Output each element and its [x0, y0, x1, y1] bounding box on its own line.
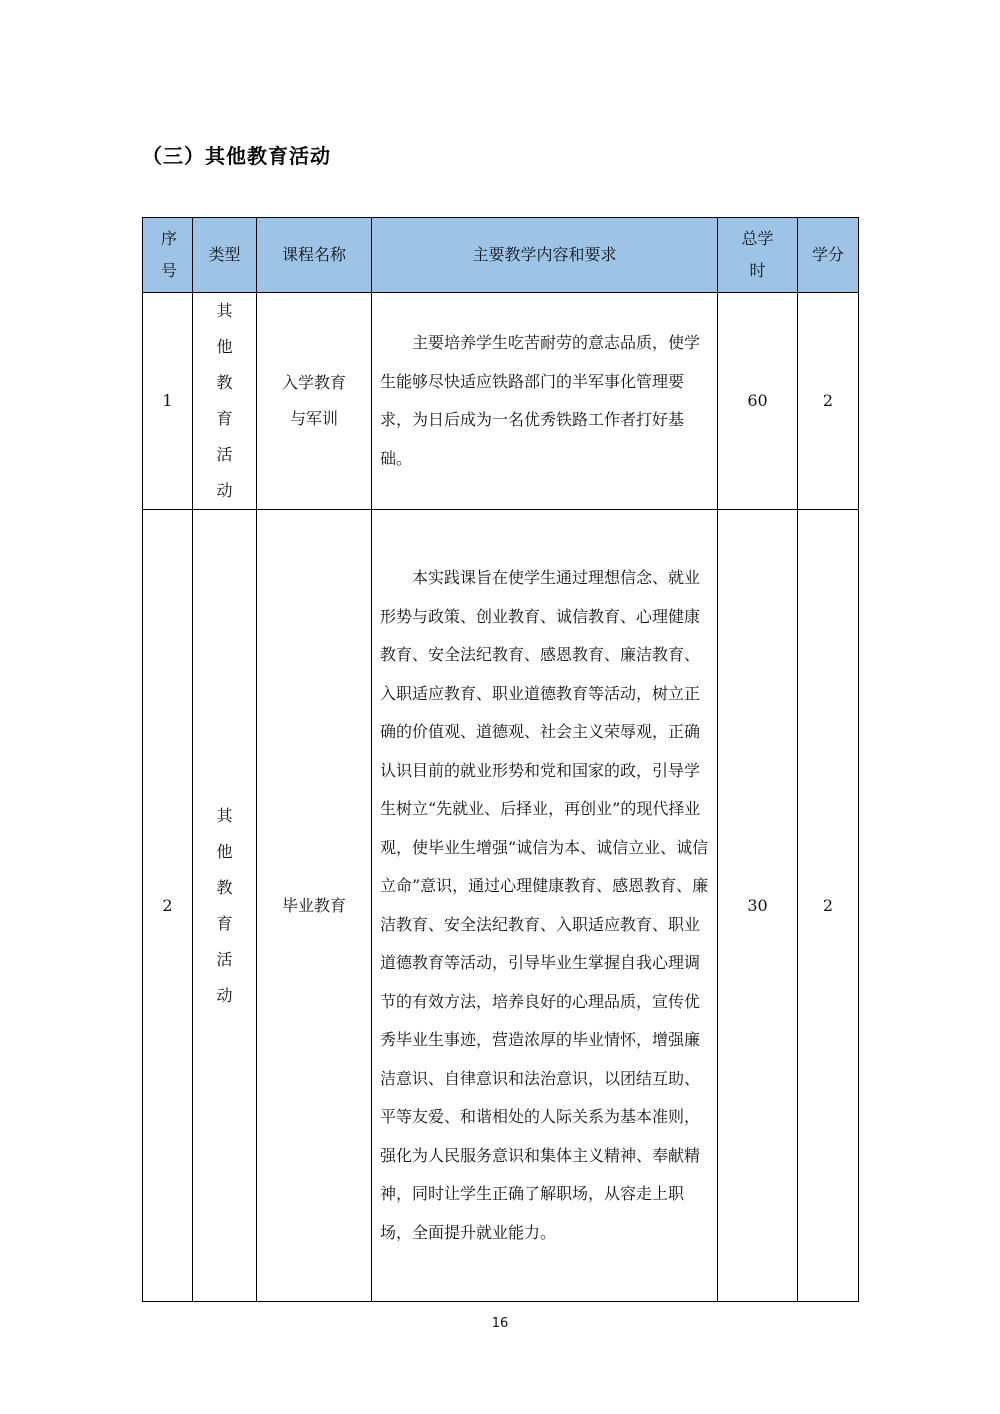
header-credits: 学分 — [798, 218, 859, 293]
row-no: 2 — [143, 510, 193, 1302]
header-content: 主要教学内容和要求 — [372, 218, 718, 293]
row-credits: 2 — [798, 510, 859, 1302]
page-number: 16 — [491, 1316, 509, 1331]
row-hours: 60 — [718, 293, 798, 510]
row-content — [372, 293, 718, 510]
row-credits: 2 — [798, 293, 859, 510]
header-no: 序号 — [143, 218, 193, 293]
row-content-text: 本实践课旨在使学生通过理想信念、就业形势与政策、创业教育、诚信教育、心理健康教育、安全法纪教育、感恩教育、廉洁教育、入职适应教育、职业道德教育等活动，树立正确的价值观、道德观、社会主义荣辱观，正确认识目前的就业形势和党和国家的政，引导学生树立“先就业、后择业，再创业”的现代择业观，使毕业生增强“诚信为本、诚信立业、诚信立命”意识，通过心理健康教育、感恩教育、廉洁教育、安全法纪教育、入职适应教育、职业道德教育等活动，引导毕业生掌握自我心理调节的有效方法，培养良好的心理品质，宣传优秀毕业生事迹，营造浓厚的毕业情怀，增强廉洁意识、自律意识和法治意识，以团结互助、平等友爱、和谐相处的人际关系为基本准则，强化为人民服务意识和集体主义精神、奉献精神，同时让学生正确了解职场，从容走上职场，全面提升就业能力。 — [380, 568, 709, 1242]
table-row — [143, 510, 859, 1302]
curriculum-table — [142, 217, 859, 1302]
section-heading: （三）其他教育活动 — [142, 144, 331, 168]
table-row — [143, 293, 859, 510]
header-course: 课程名称 — [257, 218, 372, 293]
row-hours: 30 — [718, 510, 798, 1302]
header-type: 类型 — [193, 218, 257, 293]
row-no: 1 — [143, 293, 193, 510]
row-type: 其他教育活动 — [193, 510, 257, 1302]
row-course: 入学教育与军训 — [257, 293, 372, 510]
row-content-text: 主要培养学生吃苦耐劳的意志品质，使学生能够尽快适应铁路部门的半军事化管理要求，为日后成为一名优秀铁路工作者打好基础。 — [380, 333, 701, 468]
row-type: 其他教育活动 — [193, 293, 257, 510]
header-hours: 总学时 — [718, 218, 798, 293]
row-course: 毕业教育 — [257, 510, 372, 1302]
row-content — [372, 510, 718, 1302]
table-header-row — [143, 218, 859, 293]
